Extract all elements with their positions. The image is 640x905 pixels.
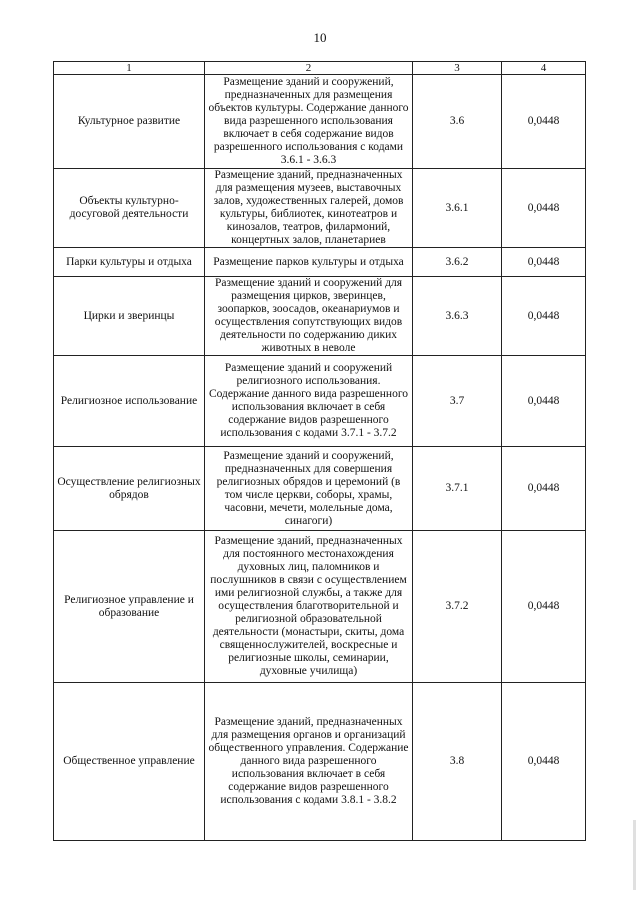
table-row xyxy=(54,683,586,841)
row-value-cell: 0,0448 xyxy=(502,277,586,356)
table-row xyxy=(54,75,586,169)
table-header-row xyxy=(54,62,586,75)
row-value-cell: 0,0448 xyxy=(502,75,586,169)
row-code-cell: 3.7.1 xyxy=(413,447,502,531)
row-name-cell: Осуществление религиозных обрядов xyxy=(54,447,205,531)
row-description-cell: Размещение зданий, предназначенных для размещения органов и организаций общественного управления. Содержание данного вида разрешенного использования включает в себя содержание видов разрешенного использования с кодами 3.8.1 - 3.8.2 xyxy=(205,683,413,841)
row-name-cell: Культурное развитие xyxy=(54,75,205,169)
row-name-cell: Цирки и зверинцы xyxy=(54,277,205,356)
row-value-cell: 0,0448 xyxy=(502,356,586,447)
row-code-cell: 3.7.2 xyxy=(413,531,502,683)
row-description-cell: Размещение зданий, предназначенных для постоянного местонахождения духовных лиц, паломников и послушников в связи с осуществлением ими религиозной службы, а также для осуществления благотворительной и религиозной образовательной деятельности (монастыри, скиты, дома священнослужителей, воскресные и религиозные школы, семинарии, духовные училища) xyxy=(205,531,413,683)
row-code-cell: 3.6.2 xyxy=(413,248,502,277)
table-row xyxy=(54,447,586,531)
row-name-cell: Религиозное управление и образование xyxy=(54,531,205,683)
row-code-cell: 3.6.1 xyxy=(413,169,502,248)
row-value-cell: 0,0448 xyxy=(502,447,586,531)
row-value-cell: 0,0448 xyxy=(502,248,586,277)
column-header-2: 2 xyxy=(205,62,413,75)
table-row xyxy=(54,356,586,447)
table-row xyxy=(54,169,586,248)
row-description-cell: Размещение зданий и сооружений, предназначенных для совершения религиозных обрядов и церемоний (в том числе церкви, соборы, храмы, часовни, мечети, молельные дома, синагоги) xyxy=(205,447,413,531)
row-name-cell: Религиозное использование xyxy=(54,356,205,447)
row-code-cell: 3.6.3 xyxy=(413,277,502,356)
row-description-cell: Размещение зданий, предназначенных для размещения музеев, выставочных залов, художественных галерей, домов культуры, библиотек, кинотеатров и кинозалов, театров, филармоний, концертных залов, планетариев xyxy=(205,169,413,248)
page-number: 10 xyxy=(313,30,327,45)
row-value-cell: 0,0448 xyxy=(502,531,586,683)
row-code-cell: 3.7 xyxy=(413,356,502,447)
table-row xyxy=(54,531,586,683)
row-description-cell: Размещение зданий и сооружений для размещения цирков, зверинцев, зоопарков, зоосадов, океанариумов и осуществления сопутствующих видов деятельности по содержанию диких животных в неволе xyxy=(205,277,413,356)
table-row xyxy=(54,248,586,277)
column-header-3: 3 xyxy=(413,62,502,75)
row-name-cell: Парки культуры и отдыха xyxy=(54,248,205,277)
row-value-cell: 0,0448 xyxy=(502,683,586,841)
row-name-cell: Общественное управление xyxy=(54,683,205,841)
row-description-cell: Размещение зданий и сооружений религиозного использования. Содержание данного вида разрешенного использования включает в себя содержание видов разрешенного использования с кодами 3.7.1 - 3.7.2 xyxy=(205,356,413,447)
land-use-table xyxy=(53,61,586,841)
row-code-cell: 3.6 xyxy=(413,75,502,169)
column-header-4: 4 xyxy=(502,62,586,75)
row-description-cell: Размещение парков культуры и отдыха xyxy=(205,248,413,277)
row-description-cell: Размещение зданий и сооружений, предназначенных для размещения объектов культуры. Содержание данного вида разрешенного использования включает в себя содержание видов разрешенного использования с кодами 3.6.1 - 3.6.3 xyxy=(205,75,413,169)
row-name-cell: Объекты культурно-досуговой деятельности xyxy=(54,169,205,248)
column-header-1: 1 xyxy=(54,62,205,75)
row-value-cell: 0,0448 xyxy=(502,169,586,248)
table-row xyxy=(54,277,586,356)
scan-edge-mark xyxy=(633,820,636,890)
row-code-cell: 3.8 xyxy=(413,683,502,841)
